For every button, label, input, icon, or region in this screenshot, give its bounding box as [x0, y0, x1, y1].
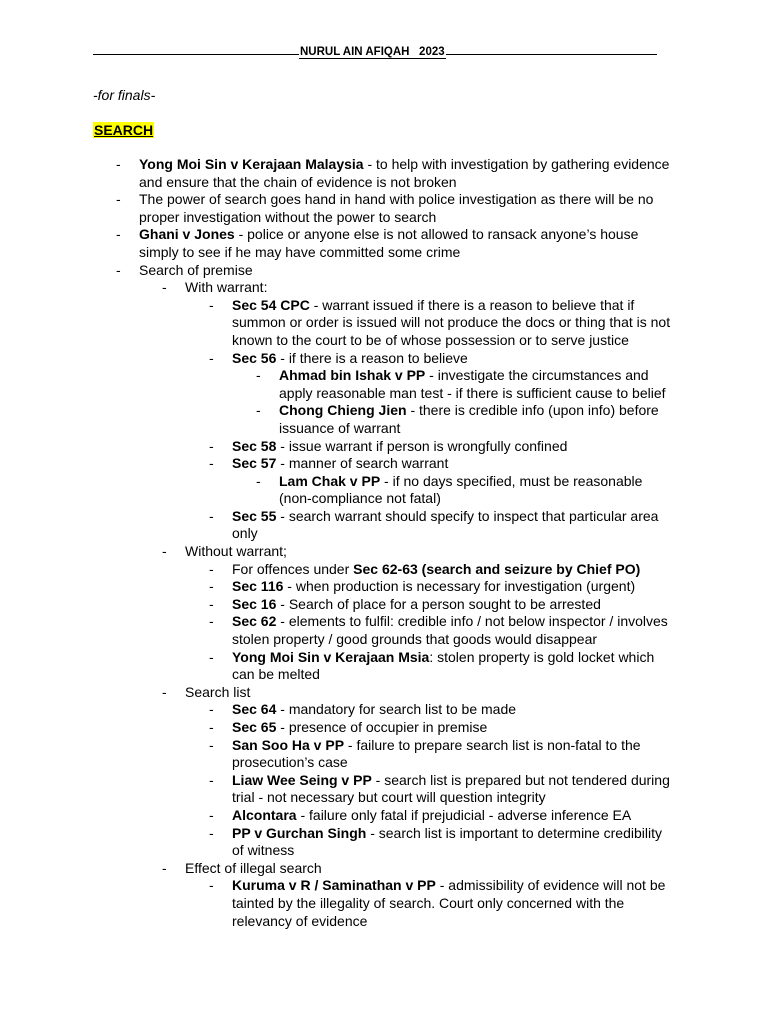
list-item — [0, 543, 768, 561]
bullet-dash: - — [209, 595, 214, 612]
item-description: - admissibility of evidence will not be tainted by the illegality of search. Court only concerned with the relevancy of evidence — [232, 877, 666, 929]
list-item — [0, 649, 768, 684]
header-rule-right — [446, 44, 657, 55]
list-item-text — [232, 877, 674, 930]
list-item-text — [232, 438, 674, 456]
list-item-text — [232, 297, 674, 350]
item-description: - search list is important to determine credibility of witness — [232, 824, 662, 859]
case-or-section-name: Sec 56 — [232, 349, 277, 366]
list-item — [0, 191, 768, 226]
item-description: The power of search goes hand in hand with police investigation as there will be no proper investigation without the power to search — [139, 191, 654, 225]
list-item — [0, 438, 768, 456]
list-item-text — [279, 402, 674, 437]
list-item-text — [185, 684, 674, 702]
item-description: - search list is prepared but not tendered during trial - not necessary but court will question integrity — [232, 771, 670, 806]
notes-list — [0, 156, 768, 930]
list-item — [0, 701, 768, 719]
case-or-section-name: Sec 116 — [232, 578, 284, 595]
case-or-section-name: Sec 16 — [232, 595, 277, 612]
bullet-dash: - — [209, 877, 214, 894]
list-item — [0, 578, 768, 596]
case-or-section-name: Sec 65 — [232, 719, 277, 735]
item-description: Effect of illegal search — [185, 859, 322, 876]
item-description: - when production is necessary for investigation (urgent) — [283, 578, 636, 595]
bullet-dash: - — [162, 543, 167, 560]
document-header — [93, 44, 674, 59]
header-title: NURUL AIN AFIQAH 2023 — [300, 46, 445, 58]
bullet-dash: - — [209, 701, 214, 718]
bullet-dash: - — [116, 191, 121, 208]
item-description: - to help with investigation by gathering evidence and ensure that the chain of evidence is not broken — [139, 156, 670, 190]
case-or-section-name: Sec 57 — [232, 455, 277, 472]
section-title: SEARCH — [94, 122, 154, 138]
case-or-section-name: Liaw Wee Seing v PP — [232, 771, 372, 788]
item-description: - warrant issued if there is a reason to believe that if summon or order is issued will not produce the docs or thing that is not known to the court to be of whose possession or to serve justice — [232, 296, 671, 348]
bullet-dash: - — [256, 367, 261, 384]
item-description: - failure to prepare search list is non-fatal to the prosecution’s case — [232, 736, 641, 771]
case-or-section-name: Chong Chieng Jien — [279, 402, 407, 419]
list-item-text — [279, 473, 674, 508]
item-description: - issue warrant if person is wrongfully confined — [276, 437, 568, 454]
list-item-text — [232, 807, 674, 825]
subtitle: -for finals- — [93, 87, 156, 103]
bullet-dash: - — [256, 472, 261, 489]
list-item — [0, 402, 768, 437]
list-item — [0, 684, 768, 702]
list-item-text — [232, 508, 674, 543]
list-item — [0, 860, 768, 878]
list-item — [0, 719, 768, 737]
item-description: - Search of place for a person sought to be arrested — [276, 595, 601, 612]
bullet-dash: - — [116, 226, 121, 243]
case-or-section-name: Sec 58 — [232, 437, 277, 454]
list-item-text — [232, 825, 674, 860]
list-item-text — [185, 543, 674, 561]
bullet-dash: - — [209, 296, 214, 313]
item-description: - presence of occupier in premise — [276, 719, 488, 735]
list-item-text — [232, 613, 674, 648]
case-or-section-name: Ghani v Jones — [139, 226, 235, 243]
item-description: Search list — [185, 683, 251, 700]
bullet-dash: - — [209, 507, 214, 524]
list-item — [0, 807, 768, 825]
list-item-text — [279, 367, 674, 402]
list-item — [0, 473, 768, 508]
list-item-text — [139, 156, 674, 191]
item-description: - police or anyone else is not allowed to ransack anyone’s house simply to see if he may have committed some crime — [139, 226, 639, 260]
case-or-section-name: Sec 55 — [232, 507, 277, 524]
item-description: : stolen property is gold locket which can be melted — [232, 648, 655, 683]
item-description: For offences under — [232, 560, 354, 577]
bullet-dash: - — [209, 648, 214, 665]
item-description: - investigate the circumstances and apply reasonable man test - if there is sufficient cause to belief — [279, 367, 666, 401]
bullet-dash: - — [256, 402, 261, 419]
list-item — [0, 596, 768, 614]
list-item — [0, 350, 768, 368]
list-item — [0, 825, 768, 860]
list-item-text — [232, 455, 674, 473]
case-or-section-name: Lam Chak v PP — [279, 472, 381, 489]
header-rule-left — [93, 44, 299, 55]
list-item — [0, 156, 768, 191]
bullet-dash: - — [209, 455, 214, 472]
list-item-text — [232, 737, 674, 772]
case-or-section-name: Alcontara — [232, 806, 297, 823]
case-or-section-name: Sec 62 — [232, 613, 277, 630]
case-or-section-name: Kuruma v R / Saminathan v PP — [232, 877, 436, 894]
list-item — [0, 226, 768, 261]
case-or-section-name: Ahmad bin Ishak v PP — [279, 367, 426, 384]
bullet-dash: - — [209, 736, 214, 753]
list-item — [0, 262, 768, 280]
list-item — [0, 455, 768, 473]
list-item — [0, 561, 768, 579]
item-description: - if no days specified, must be reasonable (non-compliance not fatal) — [279, 472, 643, 507]
bullet-dash: - — [162, 683, 167, 700]
list-item-text — [139, 262, 674, 280]
list-item — [0, 877, 768, 930]
item-description: - manner of search warrant — [276, 455, 449, 472]
bullet-dash: - — [116, 261, 121, 278]
list-item-text — [232, 596, 674, 614]
list-item-text — [232, 561, 674, 579]
item-description: - if there is a reason to believe — [276, 349, 468, 366]
item-description: - there is credible info (upon info) before issuance of warrant — [279, 402, 659, 436]
item-description: With warrant: — [185, 279, 268, 296]
list-item-text — [232, 649, 674, 684]
list-item — [0, 613, 768, 648]
bullet-dash: - — [209, 613, 214, 630]
item-description: Search of premise — [139, 261, 253, 278]
list-item-text — [232, 719, 674, 737]
bullet-dash: - — [209, 560, 214, 577]
list-item-text — [185, 860, 674, 878]
case-or-section-name: Yong Moi Sin v Kerajaan Malaysia — [139, 156, 364, 172]
bullet-dash: - — [116, 156, 121, 172]
list-item-text — [232, 701, 674, 719]
bullet-dash: - — [209, 437, 214, 454]
item-description: - mandatory for search list to be made — [276, 701, 517, 718]
list-item-text — [232, 350, 674, 368]
bullet-dash: - — [162, 279, 167, 296]
list-item-text — [139, 226, 674, 261]
list-item-text — [232, 772, 674, 807]
case-or-section-name: San Soo Ha v PP — [232, 736, 345, 753]
list-item-text — [139, 191, 674, 226]
item-description: - failure only fatal if prejudicial - adverse inference EA — [296, 806, 632, 823]
case-or-section-name: Sec 54 CPC — [232, 296, 310, 313]
list-item — [0, 772, 768, 807]
list-item — [0, 279, 768, 297]
case-or-section-name: PP v Gurchan Singh — [232, 824, 367, 841]
list-item — [0, 508, 768, 543]
bullet-dash: - — [209, 806, 214, 823]
bullet-dash: - — [162, 859, 167, 876]
list-item — [0, 367, 768, 402]
list-item — [0, 737, 768, 772]
case-or-section-name: Sec 62-63 (search and seizure by Chief PO) — [353, 560, 641, 577]
list-item-text — [232, 578, 674, 596]
bullet-dash: - — [209, 578, 214, 595]
case-or-section-name: Sec 64 — [232, 701, 277, 718]
bullet-dash: - — [209, 771, 214, 788]
item-description: - search warrant should specify to inspect that particular area only — [232, 507, 659, 542]
bullet-dash: - — [209, 349, 214, 366]
bullet-dash: - — [209, 824, 214, 841]
list-item-text — [185, 279, 674, 297]
bullet-dash: - — [209, 719, 214, 735]
case-or-section-name: Yong Moi Sin v Kerajaan Msia — [232, 648, 430, 665]
item-description: Without warrant; — [185, 543, 287, 560]
list-item — [0, 297, 768, 350]
item-description: - elements to fulfil: credible info / not below inspector / involves stolen property / good grounds that goods would disappear — [232, 613, 668, 648]
